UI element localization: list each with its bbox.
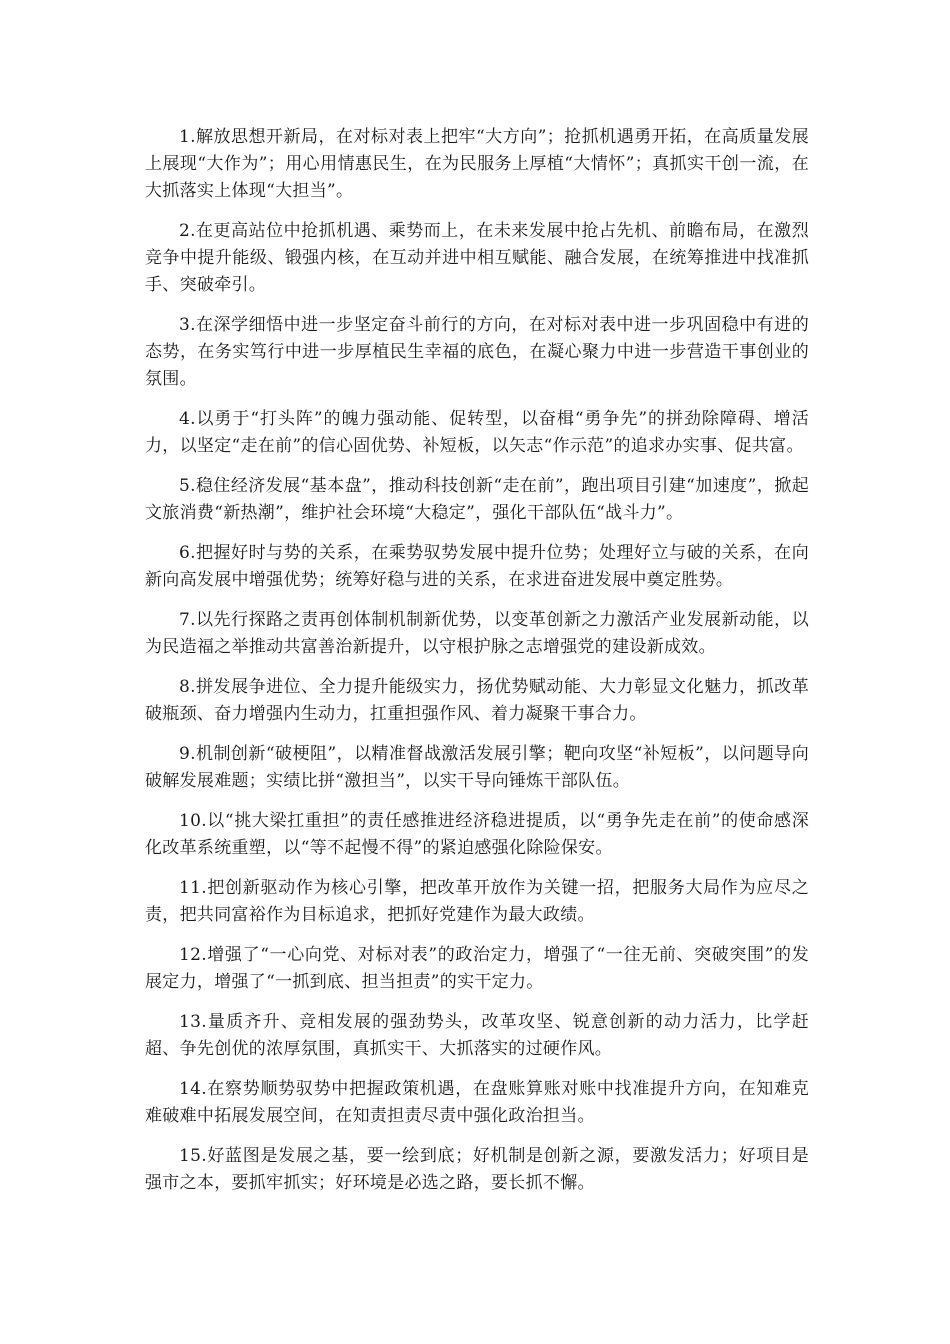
paragraph-11: 11.把创新驱动作为核心引擎，把改革开放作为关键一招，把服务大局作为应尽之责，把共同富裕作为目标追求，把抓好党建作为最大政绩。	[145, 878, 809, 925]
paragraph-3: 3.在深学细悟中进一步坚定奋斗前行的方向，在对标对表中进一步巩固稳中有进的态势，在务实笃行中进一步厚植民生幸福的底色，在凝心聚力中进一步营造干事创业的氛围。	[145, 315, 809, 389]
paragraph-5: 5.稳住经济发展“基本盘”，推动科技创新“走在前”，跑出项目引建“加速度”，掀起文旅消费“新热潮”，维护社会环境“大稳定”，强化干部队伍“战斗力”。	[145, 476, 809, 523]
paragraph-2: 2.在更高站位中抢抓机遇、乘势而上，在未来发展中抢占先机、前瞻布局，在激烈竞争中提升能级、锻强内核，在互动并进中相互赋能、融合发展，在统筹推进中找准抓手、突破牵引。	[145, 221, 809, 295]
paragraph-7: 7.以先行探路之责再创体制机制新优势，以变革创新之力激活产业发展新动能，以为民造福之举推动共富善治新提升，以守根护脉之志增强党的建设新成效。	[145, 610, 809, 657]
paragraph-8: 8.拼发展争进位、全力提升能级实力，扬优势赋动能、大力彰显文化魅力，抓改革破瓶颈、奋力增强内生动力，扛重担强作风、着力凝聚干事合力。	[145, 677, 809, 724]
paragraph-4: 4.以勇于“打头阵”的魄力强动能、促转型，以奋楫“勇争先”的拼劲除障碍、增活力，以坚定“走在前”的信心固优势、补短板，以矢志“作示范”的追求办实事、促共富。	[145, 409, 809, 456]
paragraph-12: 12.增强了“一心向党、对标对表”的政治定力，增强了“一往无前、突破突围”的发展定力，增强了“一抓到底、担当担责”的实干定力。	[145, 945, 809, 992]
paragraph-6: 6.把握好时与势的关系，在乘势驭势发展中提升位势；处理好立与破的关系，在向新向高发展中增强优势；统筹好稳与进的关系，在求进奋进发展中奠定胜势。	[145, 543, 809, 590]
paragraph-10: 10.以“挑大梁扛重担”的责任感推进经济稳进提质，以“勇争先走在前”的使命感深化改革系统重塑，以“等不起慢不得”的紧迫感强化除险保安。	[145, 811, 809, 858]
paragraph-1: 1.解放思想开新局，在对标对表上把牢“大方向”；抢抓机遇勇开拓，在高质量发展上展现“大作为”；用心用情惠民生，在为民服务上厚植“大情怀”；真抓实干创一流，在大抓落实上体现“大担当”。	[145, 127, 809, 201]
paragraph-13: 13.量质齐升、竞相发展的强劲势头，改革攻坚、锐意创新的动力活力，比学赶超、争先创优的浓厚氛围，真抓实干、大抓落实的过硬作风。	[145, 1012, 809, 1059]
paragraph-14: 14.在察势顺势驭势中把握政策机遇，在盘账算账对账中找准提升方向，在知难克难破难中拓展发展空间，在知责担责尽责中强化政治担当。	[145, 1079, 809, 1126]
paragraph-9: 9.机制创新“破梗阻”，以精准督战激活发展引擎；靶向攻坚“补短板”，以问题导向破解发展难题；实绩比拼“激担当”，以实干导向锤炼干部队伍。	[145, 744, 809, 791]
paragraph-15: 15.好蓝图是发展之基，要一绘到底；好机制是创新之源，要激发活力；好项目是强市之本，要抓牢抓实；好环境是必选之路，要长抓不懈。	[145, 1146, 809, 1193]
document-body	[145, 124, 809, 1210]
